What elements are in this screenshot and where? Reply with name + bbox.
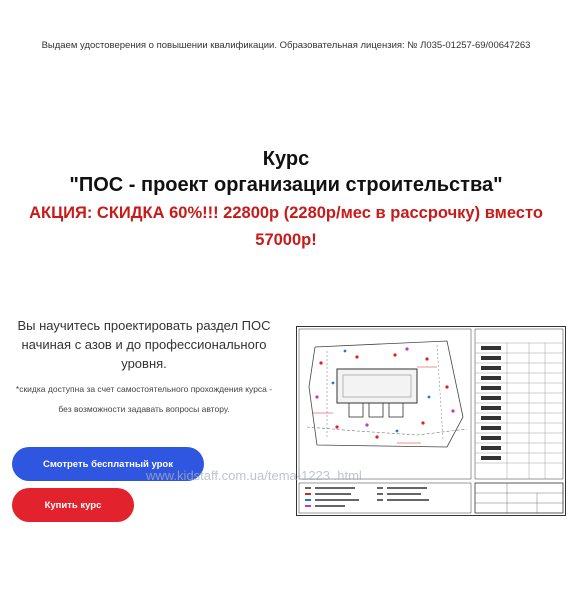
course-title: "ПОС - проект организации строительства" [69,174,503,196]
promo-text: АКЦИЯ: СКИДКА 60%!!! 22800р (2280р/мес в рассрочку) вместо 57000р! [29,204,543,249]
construction-plan-image [296,326,566,516]
description-lead: Вы научитесь проектировать раздел ПОС начиная с азов и до профессионального уровня. [17,318,271,371]
license-text: Выдаем удостоверения о повышении квалификации. Образовательная лицензия: № Л035-01257-69/00647263 [41,40,531,51]
course-label: Курс [262,148,310,170]
course-description [14,316,274,419]
buy-course-button[interactable]: Купить курс [12,488,134,522]
free-lesson-button[interactable]: Смотреть бесплатный урок [12,447,204,481]
hero-section [0,146,572,254]
discount-note: *скидка доступна за счет самостоятельного прохождения курса - без возможности задавать вопросы автору. [15,384,273,414]
construction-plan-icon [297,327,565,515]
watermark-text: www.kidstaff.com.ua/tema-1223 .html [146,468,362,483]
